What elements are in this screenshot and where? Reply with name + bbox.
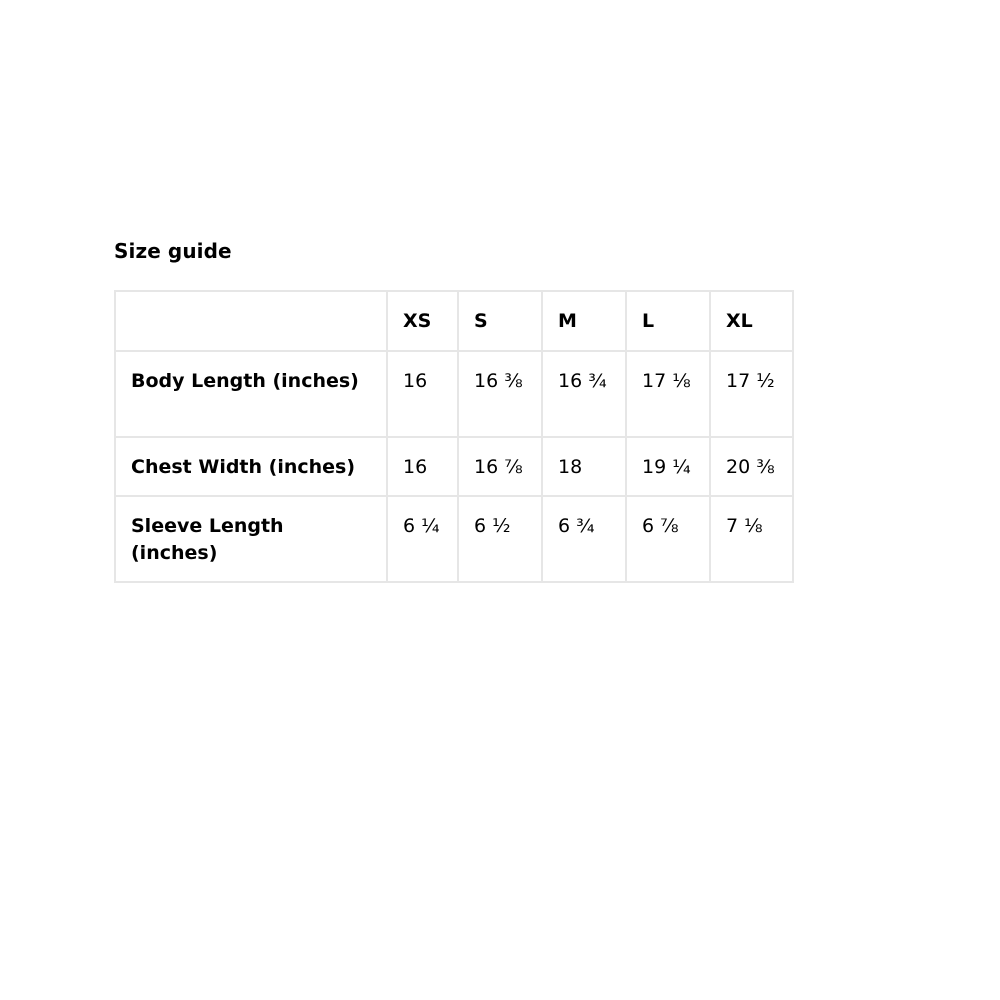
table-row (115, 437, 793, 496)
header-size-s: S (458, 291, 542, 351)
table-cell: 17 ⅛ (626, 351, 710, 437)
header-size-xl: XL (710, 291, 793, 351)
row-label-sleeve-length: Sleeve Length (inches) (115, 496, 387, 582)
table-cell: 16 ¾ (542, 351, 626, 437)
table-row (115, 351, 793, 437)
table-cell: 19 ¼ (626, 437, 710, 496)
table-cell: 16 ⅞ (458, 437, 542, 496)
size-guide-table (114, 290, 794, 583)
table-cell: 6 ¾ (542, 496, 626, 582)
table-cell: 6 ¼ (387, 496, 458, 582)
row-label-body-length: Body Length (inches) (115, 351, 387, 437)
table-cell: 20 ⅜ (710, 437, 793, 496)
table-cell: 16 (387, 437, 458, 496)
table-header-row (115, 291, 793, 351)
table-cell: 6 ⅞ (626, 496, 710, 582)
page-title: Size guide (114, 239, 232, 263)
header-size-m: M (542, 291, 626, 351)
table-cell: 7 ⅛ (710, 496, 793, 582)
table-cell: 16 (387, 351, 458, 437)
row-label-chest-width: Chest Width (inches) (115, 437, 387, 496)
table-row (115, 496, 793, 582)
header-size-l: L (626, 291, 710, 351)
header-corner-cell (115, 291, 387, 351)
table-cell: 18 (542, 437, 626, 496)
table-cell: 16 ⅜ (458, 351, 542, 437)
table-cell: 17 ½ (710, 351, 793, 437)
table-cell: 6 ½ (458, 496, 542, 582)
header-size-xs: XS (387, 291, 458, 351)
